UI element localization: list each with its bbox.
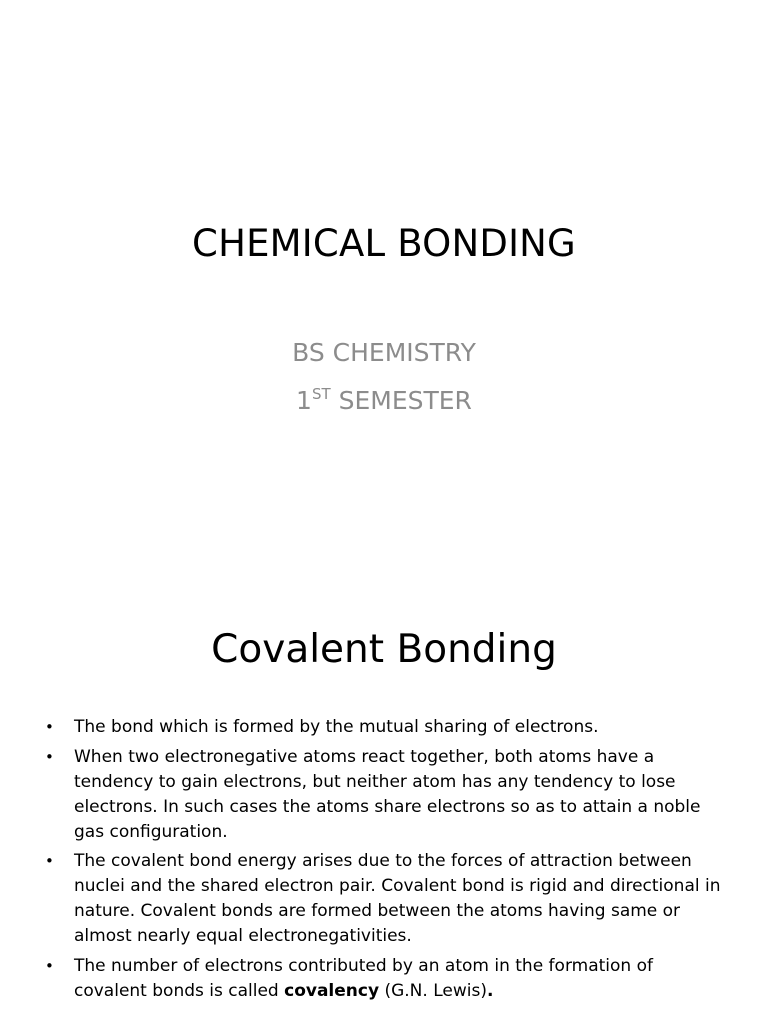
semester-number: 1 <box>296 386 312 415</box>
list-item <box>0 715 768 740</box>
bullet-list <box>0 715 768 1008</box>
bullet-point-icon: • <box>45 718 54 736</box>
bullet-point-icon: • <box>45 747 54 766</box>
subtitle-program: BS CHEMISTRY <box>292 338 476 367</box>
bold-period: . <box>486 980 494 1001</box>
semester-label: SEMESTER <box>330 386 472 415</box>
subtitle-semester <box>0 385 768 417</box>
bullet-text: The bond which is formed by the mutual sharing of electrons. <box>74 717 599 737</box>
bold-term: covalency <box>284 980 380 1001</box>
slide-title: CHEMICAL BONDING <box>192 222 576 265</box>
list-item <box>0 849 768 949</box>
semester-ordinal: ST <box>311 385 331 403</box>
bullet-text-prefix: The number of electrons contributed by an atom in the formation of covalent bonds is called <box>74 955 653 1001</box>
bullet-text: When two electronegative atoms react together, both atoms have a tendency to gain electrons, but neither atom has any tendency to lose electrons. In such cases the atoms share electrons so as to attain a noble gas configuration. <box>74 746 701 842</box>
bullet-point-icon: • <box>45 852 54 870</box>
list-item <box>0 745 768 845</box>
content-slide-title: Covalent Bonding <box>211 627 557 672</box>
list-item <box>0 954 768 1004</box>
content-slide <box>0 560 768 1024</box>
bullet-point-icon: • <box>45 956 54 975</box>
bullet-text-suffix: (G.N. Lewis) <box>379 980 487 1001</box>
bullet-text: The covalent bond energy arises due to the forces of attraction between nuclei and the shared electron pair. Covalent bond is rigid and directional in nature. Covalent bonds are formed between the atoms having same or almost nearly equal electronegativities. <box>74 851 721 946</box>
